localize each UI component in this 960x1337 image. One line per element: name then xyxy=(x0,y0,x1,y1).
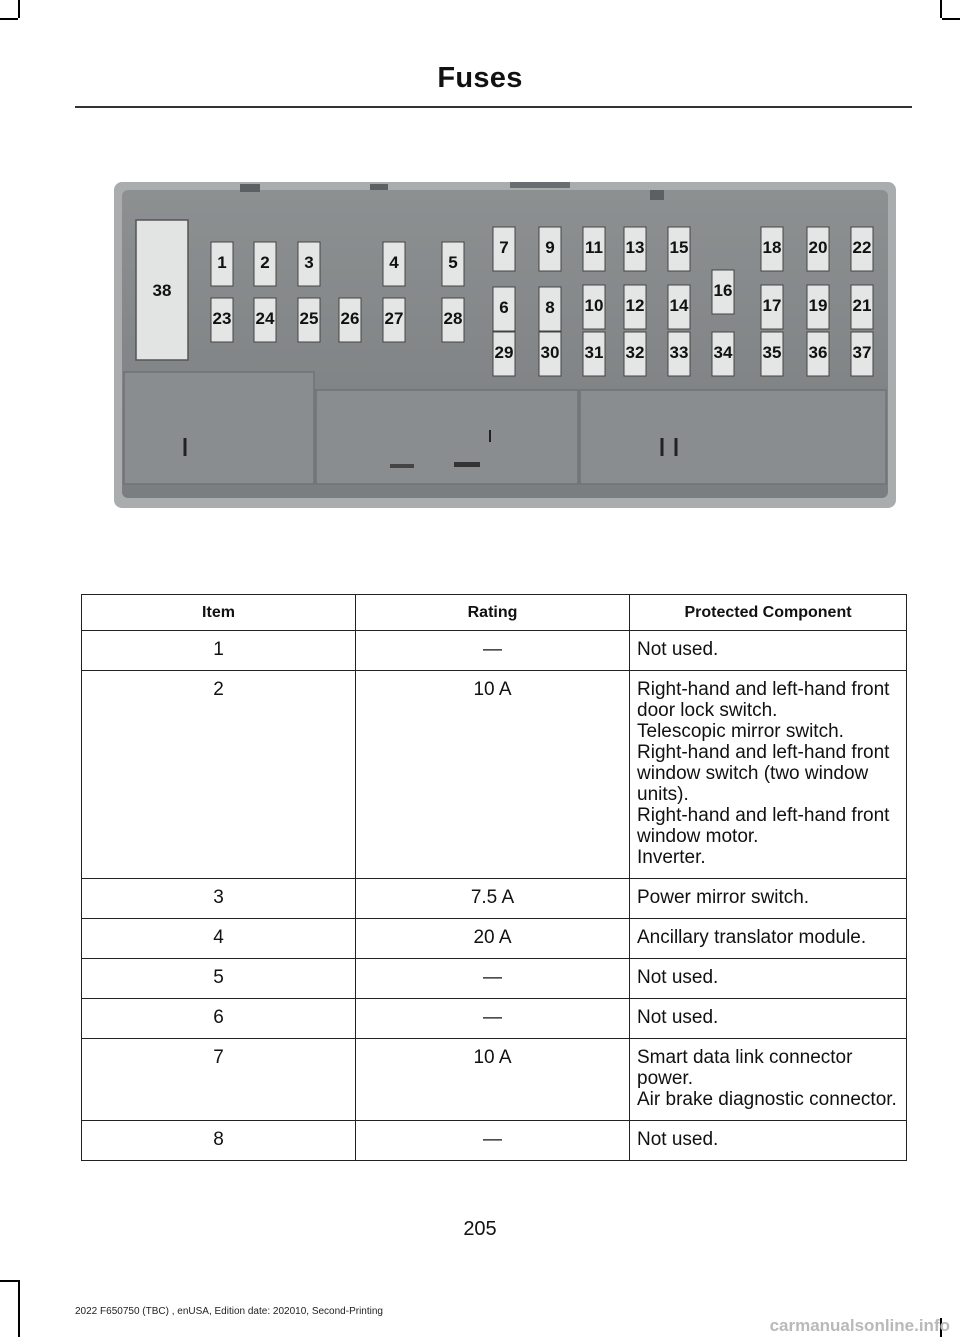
fuse-label: 8 xyxy=(545,298,555,317)
item-cell: 8 xyxy=(82,1121,356,1161)
protected-component-cell xyxy=(630,919,907,959)
rating-cell: — xyxy=(356,999,630,1039)
fuse-label: 29 xyxy=(494,343,514,362)
fuse-label: 28 xyxy=(443,309,463,328)
table-row xyxy=(82,879,907,919)
item-cell: 6 xyxy=(82,999,356,1039)
table-row xyxy=(82,919,907,959)
fuse-box-diagram xyxy=(110,176,900,516)
fuse-label: 14 xyxy=(669,296,689,315)
protected-component-cell xyxy=(630,671,907,879)
fuse-label: 35 xyxy=(762,343,782,362)
fuse-label: 17 xyxy=(762,296,782,315)
rating-cell: 10 A xyxy=(356,1039,630,1121)
watermark: carmanualsonline.info xyxy=(769,1316,950,1335)
rating-cell: 7.5 A xyxy=(356,879,630,919)
fuse-label: 9 xyxy=(545,238,555,257)
fuse-label: 37 xyxy=(852,343,872,362)
fuse-label: 24 xyxy=(255,309,275,328)
fuse-label: 21 xyxy=(852,296,872,315)
rating-cell: — xyxy=(356,631,630,671)
protected-component-cell xyxy=(630,959,907,999)
component-line: Smart data link connector power. xyxy=(637,1047,853,1089)
fuse-label: 31 xyxy=(584,343,604,362)
item-cell: 5 xyxy=(82,959,356,999)
fuse-label: 23 xyxy=(212,309,232,328)
fuse-table xyxy=(81,594,907,1161)
crop-mark xyxy=(0,18,18,20)
component-line: Telescopic mirror switch. xyxy=(637,721,844,742)
table-row xyxy=(82,959,907,999)
component-line: Not used. xyxy=(637,639,719,660)
fuse-label: 18 xyxy=(762,238,782,257)
protected-component-cell xyxy=(630,631,907,671)
component-line: Ancillary translator module. xyxy=(637,927,867,948)
table-row xyxy=(82,1121,907,1161)
fuse-label: 19 xyxy=(808,296,828,315)
protected-component-cell xyxy=(630,879,907,919)
fuse-label: 20 xyxy=(808,238,828,257)
fuse-label: 36 xyxy=(808,343,828,362)
fuse-label: 32 xyxy=(625,343,645,362)
table-row xyxy=(82,1039,907,1121)
item-cell: 7 xyxy=(82,1039,356,1121)
protected-component-cell xyxy=(630,1039,907,1121)
rating-cell: — xyxy=(356,1121,630,1161)
crop-mark xyxy=(942,18,960,20)
component-line: Not used. xyxy=(637,1129,719,1150)
rating-cell: — xyxy=(356,959,630,999)
header-rule xyxy=(75,106,912,108)
fuse-label: 2 xyxy=(260,253,270,272)
footer-text: 2022 F650750 (TBC) , enUSA, Edition date: 202010, Second-Printing xyxy=(75,1306,383,1317)
fuse-label: 13 xyxy=(625,238,645,257)
fuse-label: 12 xyxy=(625,296,645,315)
component-line: Not used. xyxy=(637,1007,719,1028)
fuse-label: 16 xyxy=(713,281,733,300)
component-line: Right-hand and left-hand front window motor. xyxy=(637,805,890,847)
item-cell: 3 xyxy=(82,879,356,919)
table-row xyxy=(82,671,907,879)
fuse-label: 15 xyxy=(669,238,689,257)
fuse-label: 10 xyxy=(584,296,604,315)
table-header-row xyxy=(82,595,907,631)
component-line: Inverter. xyxy=(637,847,706,868)
fuse-label: 22 xyxy=(852,238,872,257)
crop-mark xyxy=(0,1280,18,1282)
fuse-label: 38 xyxy=(152,281,172,300)
fuse-label: 25 xyxy=(299,309,319,328)
fuse-label: 33 xyxy=(669,343,689,362)
protected-component-cell xyxy=(630,999,907,1039)
table-row xyxy=(82,999,907,1039)
component-line: Air brake diagnostic connector. xyxy=(637,1089,897,1110)
table-row xyxy=(82,631,907,671)
fuse-label: 4 xyxy=(389,253,399,272)
fuse-label: 34 xyxy=(713,343,733,362)
crop-mark xyxy=(18,1280,20,1337)
fuse-label: 7 xyxy=(499,238,509,257)
protected-component-cell xyxy=(630,1121,907,1161)
column-header-item: Item xyxy=(82,595,356,631)
page-number: 205 xyxy=(463,1218,497,1240)
fuse-label: 26 xyxy=(340,309,360,328)
fuse-label: 5 xyxy=(448,253,458,272)
fuse-label: 3 xyxy=(304,253,314,272)
rating-cell: 10 A xyxy=(356,671,630,879)
item-cell: 2 xyxy=(82,671,356,879)
component-line: Power mirror switch. xyxy=(637,887,810,908)
column-header-rating: Rating xyxy=(356,595,630,631)
fuse-label: 11 xyxy=(585,238,603,257)
crop-mark xyxy=(18,0,20,18)
component-line: Right-hand and left-hand front window switch (two window units). xyxy=(637,742,890,805)
item-cell: 4 xyxy=(82,919,356,959)
column-header-protected-component: Protected Component xyxy=(630,595,907,631)
page-title: Fuses xyxy=(437,62,523,94)
component-line: Right-hand and left-hand front door lock switch. xyxy=(637,679,890,721)
rating-cell: 20 A xyxy=(356,919,630,959)
item-cell: 1 xyxy=(82,631,356,671)
crop-mark xyxy=(940,0,942,18)
fuse-label: 27 xyxy=(384,309,404,328)
fuse-label: 30 xyxy=(540,343,560,362)
component-line: Not used. xyxy=(637,967,719,988)
fuse-label: 6 xyxy=(499,298,509,317)
fuse-label: 1 xyxy=(217,253,227,272)
